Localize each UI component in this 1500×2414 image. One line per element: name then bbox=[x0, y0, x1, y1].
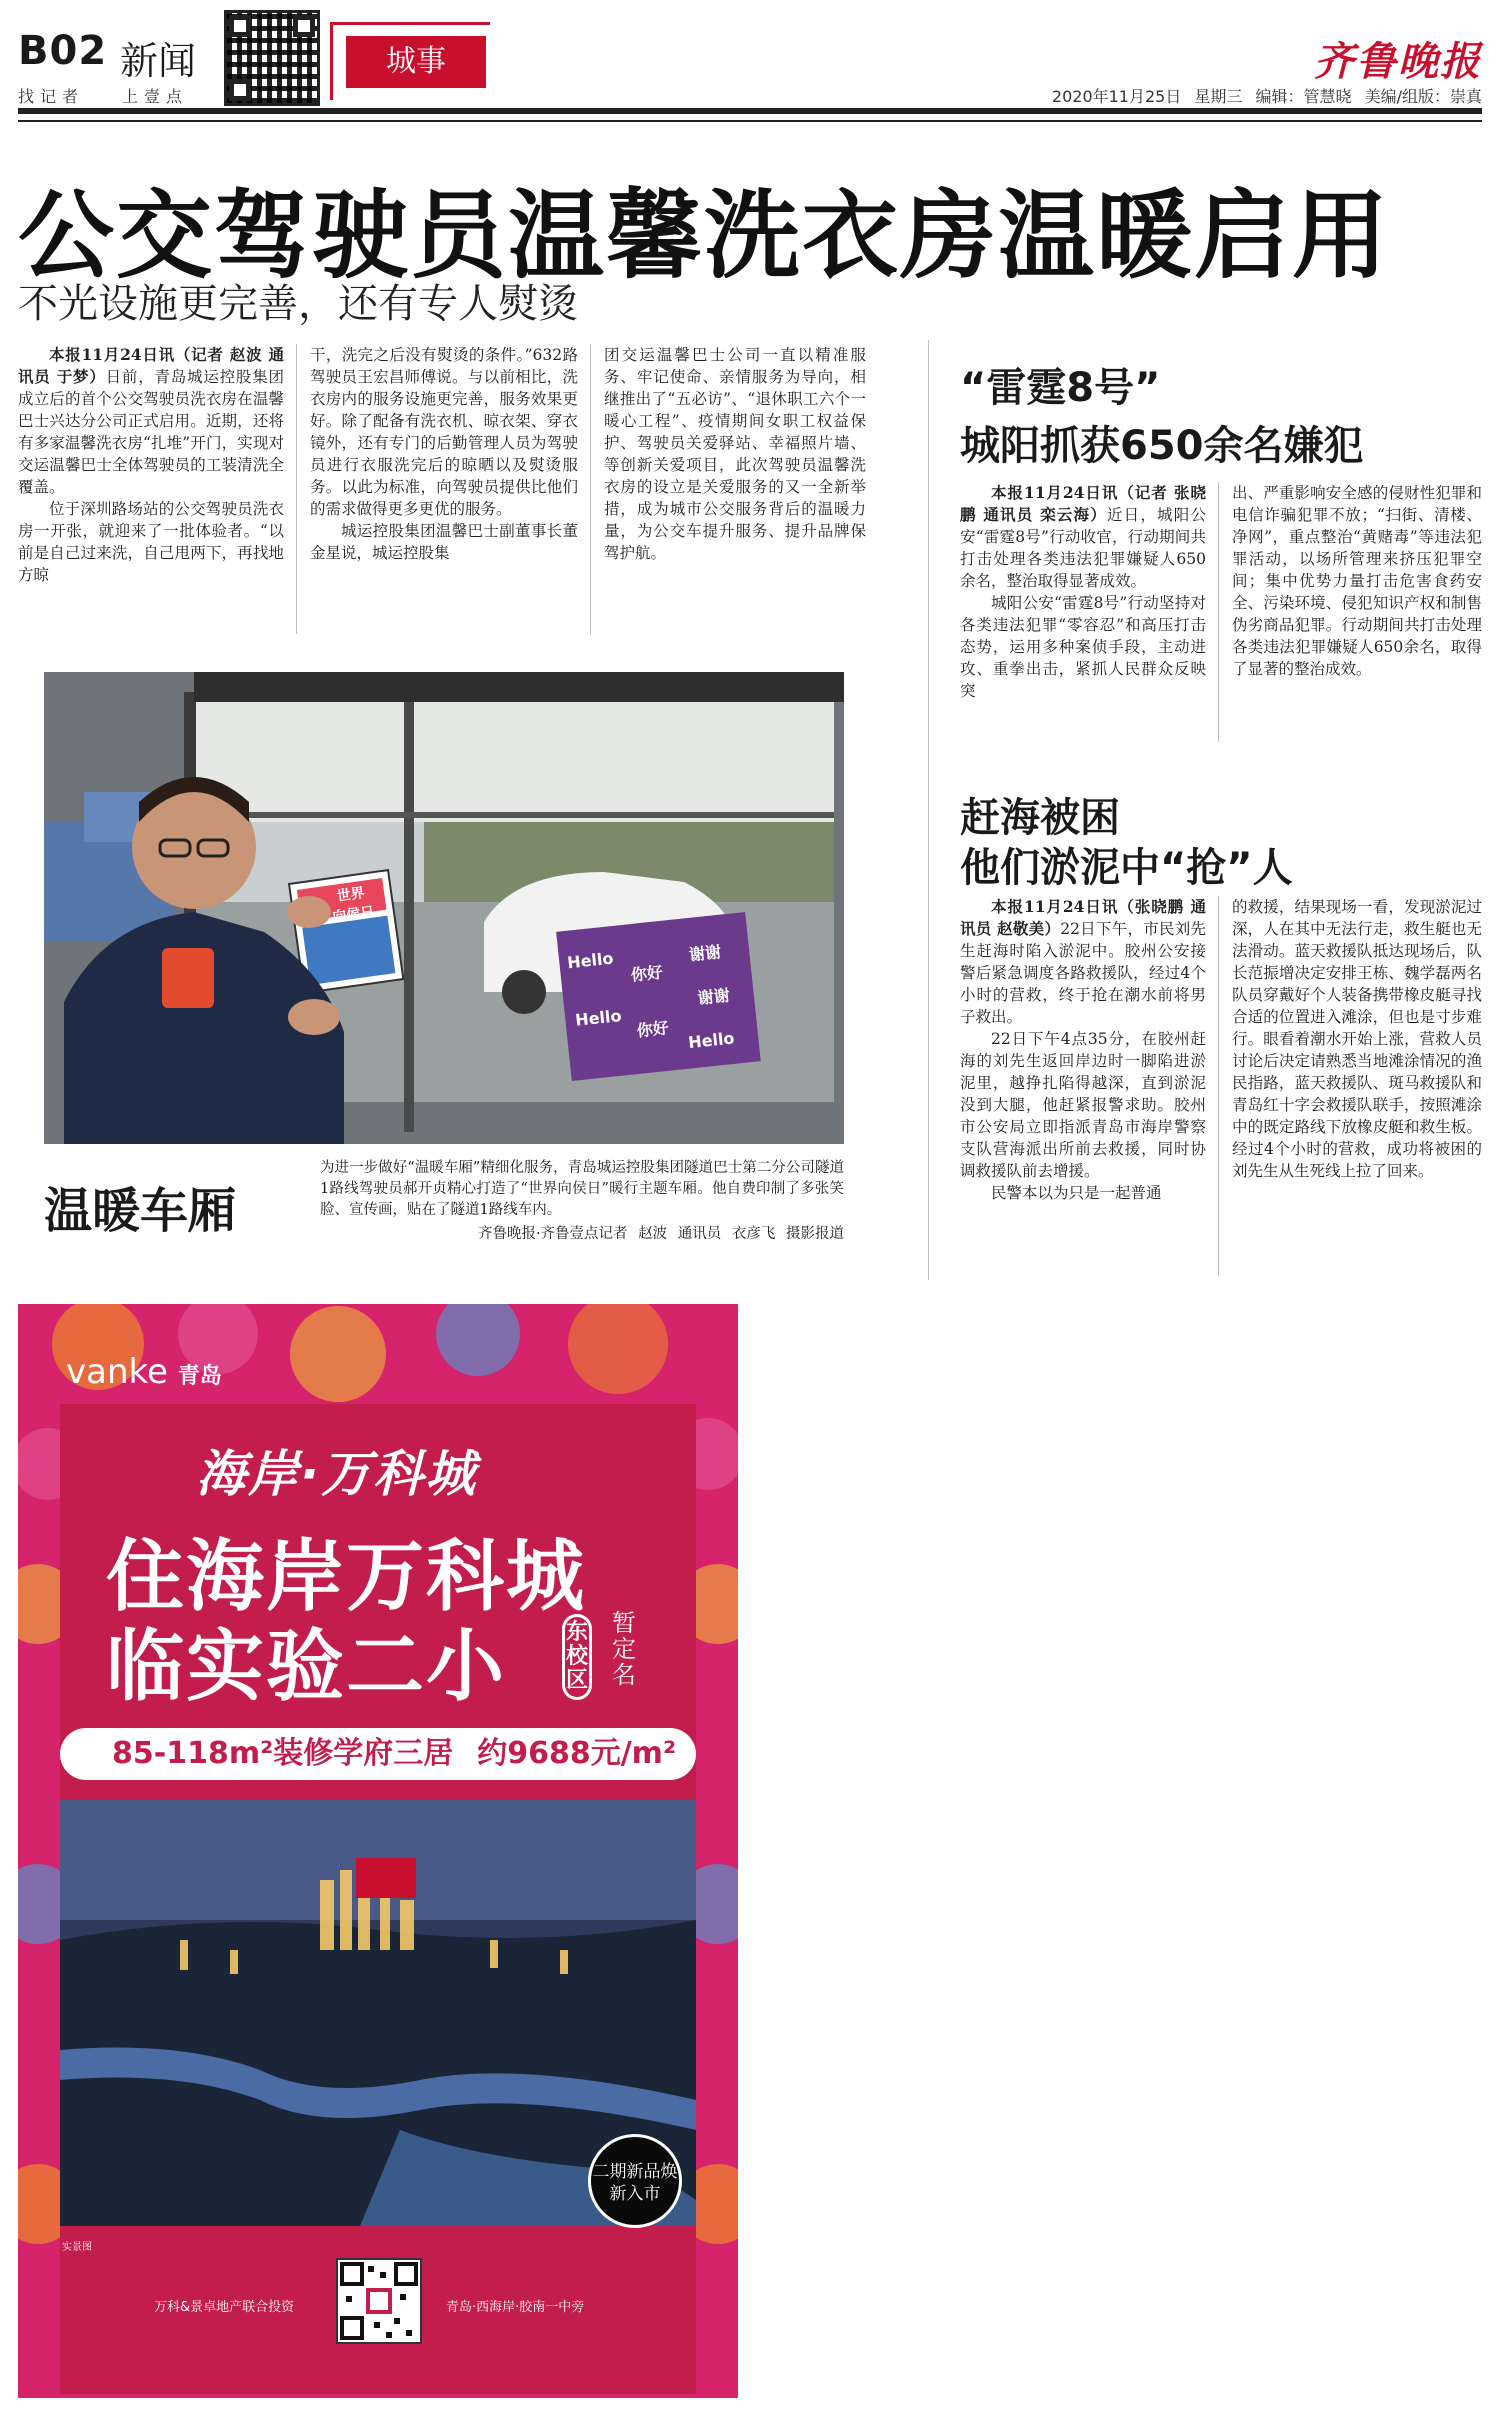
sign-text-line1: 世界 bbox=[335, 885, 366, 905]
brand-city: 青岛 bbox=[177, 1364, 222, 1389]
page-number: B02 bbox=[18, 28, 108, 74]
section-tab: 城事 bbox=[346, 36, 486, 88]
photo-caption-title: 温暖车厢 bbox=[44, 1183, 237, 1239]
ad-project-name: 海岸·万科城 bbox=[196, 1445, 477, 1503]
header-sub-left: 找记者 bbox=[18, 87, 85, 106]
newspaper-logo: 齐鲁晚报 bbox=[1314, 38, 1482, 85]
article2-column-1 bbox=[960, 482, 1206, 702]
column-divider bbox=[1218, 482, 1219, 742]
main-article-column-2 bbox=[310, 344, 578, 564]
vanke-advertisement[interactable] bbox=[18, 1304, 738, 2398]
ad-qr-code[interactable] bbox=[336, 2258, 422, 2344]
ad-price-value: 约9688元/m² bbox=[477, 1736, 677, 1771]
article3-col1-text: 22日下午，市民刘先生赶海时陷入淤泥中。胶州公安接警后紧急调度各路救援队，经过4个小时的营救，终于抢在潮水前将男子救出。 bbox=[960, 920, 1206, 1026]
poster-word: 谢谢 bbox=[688, 942, 722, 965]
article3-col1-p2: 22日下午4点35分，在胶州赶海的刘先生返回岸边时一脚陷进淤泥里，越挣扎陷得越深，直到淤泥没到大腿，他赶紧报警求助。胶州市公安局立即指派青岛市海岸警察支队营海派出所前去救援，同时协调救援队前去增援。 bbox=[960, 1030, 1206, 1180]
greeting-poster bbox=[558, 928, 761, 1077]
main-col1-text: 日前，青岛城运控股集团成立后的首个公交驾驶员洗衣房在温馨巴士兴达分公司正式启用。近期，还将有多家温馨洗衣房“扎堆”开门，实现对交运温馨巴士全体驾驶员的工装清洗全覆盖。 bbox=[18, 368, 284, 496]
article2-title-line1: “雷霆8号” bbox=[960, 365, 1161, 411]
main-headline: 公交驾驶员温馨洗衣房温暖启用 bbox=[18, 180, 1390, 292]
poster-word: 谢谢 bbox=[696, 985, 731, 1008]
article2-title-line2: 城阳抓获650余名嫌犯 bbox=[960, 423, 1364, 469]
date-editor-line: 2020年11月25日 星期三 编辑：管慧晓 美编/组版：崇真 bbox=[1051, 87, 1482, 106]
column-divider bbox=[1218, 896, 1219, 1276]
main-article-column-1 bbox=[18, 344, 284, 586]
ad-price-area: 85-118m²装修学府三居 bbox=[112, 1736, 454, 1771]
brand-name: vanke bbox=[66, 1352, 168, 1392]
poster-word: 你好 bbox=[635, 1018, 670, 1041]
article3-column-2 bbox=[1232, 896, 1482, 1182]
main-col2-p2: 城运控股集团温馨巴士副董事长董金星说，城运控股集 bbox=[310, 522, 578, 562]
qr-code-icon[interactable] bbox=[224, 10, 320, 106]
article2-col1-text: 近日，城阳公安“雷霆8号”行动收官，行动期间共打击处理各类违法犯罪嫌疑人650余名，整治取得显著成效。 bbox=[960, 506, 1206, 590]
section-name: 新闻 bbox=[120, 39, 197, 83]
article3-col2-text: 的救援，结果现场一看，发现淤泥过深，人在其中无法行走，救生艇也无法滑动。蓝天救援队抵达现场后，队长范振增决定安排王栋、魏学磊两名队员穿戴好个人装备携带橡皮艇寻找合适的位置进入滩涂，但也是寸步难行。眼看着潮水开始上涨，营救人员讨论后决定请熟悉当地滩涂情况的渔民指路，蓝天救援队、斑马救援队和青岛红十字会救援队联手，按照滩涂中的既定路线下放橡皮艇和救生板。经过4个小时的营救，成功将被困的刘先生从生死线上拉了回来。 bbox=[1232, 898, 1482, 1180]
article2-col1-p2: 城阳公安“雷霆8号”行动坚持对各类违法犯罪“零容忍”和高压打击态势，运用多种案侦手段，主动进攻、重拳出击，紧抓人民群众反映突 bbox=[960, 594, 1206, 700]
column-divider bbox=[590, 344, 591, 634]
ad-headline-2: 临实验二小 bbox=[106, 1622, 507, 1712]
header-sub-mid: 上壹点 bbox=[122, 87, 189, 106]
poster-word: Hello bbox=[687, 1028, 736, 1053]
main-article-column-3 bbox=[604, 344, 866, 564]
main-subhead: 不光设施更完善，还有专人熨烫 bbox=[18, 281, 578, 327]
article2-col2-text: 出、严重影响安全感的侵财性犯罪和电信诈骗犯罪不放；“扫街、清楼、净网”，重点整治“黄赌毒”等违法犯罪活动，以场所管理来挤压犯罪空间；集中优势力量打击危害食药安全、污染环境、侵犯知识产权和制售伪劣商品犯罪。行动期间共打击处理各类违法犯罪嫌疑人650余名，取得了显著的整治成效。 bbox=[1232, 484, 1482, 678]
ad-investor: 万科&景卓地产联合投资 bbox=[154, 2300, 295, 2315]
column-divider bbox=[296, 344, 297, 634]
article3-title-line1: 赶海被困 bbox=[960, 795, 1120, 841]
ad-campus-note: 东校区 bbox=[562, 1614, 592, 1700]
header-rule bbox=[18, 108, 1482, 114]
poster-word: Hello bbox=[566, 948, 615, 973]
article2-dateline: 本报11月24日讯（记者 张晓鹏 通讯员 栾云海） bbox=[960, 483, 1206, 524]
main-col1-p2: 位于深圳路场站的公交驾驶员洗衣房一开张，就迎来了一批体验者。“以前是自己过来洗，自己甩两下，再找地方晾 bbox=[18, 500, 284, 584]
article2-column-2 bbox=[1232, 482, 1482, 680]
main-col2-text: 干，洗完之后没有熨烫的条件。”632路驾驶员王宏昌师傅说。与以前相比，洗衣房内的服务设施更完善，服务效果更好。除了配备有洗衣机、晾衣架、穿衣镜外，还有专门的后勤管理人员为驾驶员进行衣服洗完后的晾晒以及熨烫服务。以此为标准，向驾驶员提供比他们的需求做得更多更优的服务。 bbox=[310, 346, 578, 518]
ad-headline-1: 住海岸万科城 bbox=[106, 1532, 587, 1622]
ad-image-note: 实景图 bbox=[62, 2242, 92, 2253]
ad-price-bar bbox=[60, 1728, 696, 1780]
article3-col1-p3: 民警本以为只是一起普通 bbox=[991, 1184, 1162, 1202]
poster-word: Hello bbox=[574, 1006, 623, 1030]
sign-text-line2: 向侯日 bbox=[331, 904, 376, 926]
poster-word: 你好 bbox=[629, 962, 664, 985]
ad-tentative-note: 暂定名 bbox=[612, 1609, 636, 1689]
bus-photo bbox=[44, 672, 844, 1144]
photo-credit: 齐鲁晚报·齐鲁壹点记者 赵波 通讯员 衣彦飞 摄影报道 bbox=[477, 1226, 844, 1242]
main-dateline: 本报11月24日讯（记者 赵波 通讯员 于梦） bbox=[18, 345, 284, 386]
vanke-logo bbox=[66, 1352, 222, 1392]
section-divider bbox=[928, 340, 929, 1280]
photo-caption: 为进一步做好“温暖车厢”精细化服务，青岛城运控股集团隧道巴士第二分公司隧道1路线驾驶员郝开贞精心打造了“世界向侯日”暖行主题车厢。他自费印制了多张笑脸、宣传画，贴在了隧道1路线车内。 bbox=[320, 1160, 844, 1218]
article3-column-1 bbox=[960, 896, 1206, 1204]
article3-dateline: 本报11月24日讯（张晓鹏 通讯员 赵敬美） bbox=[960, 897, 1206, 938]
article3-title-line2: 他们淤泥中“抢”人 bbox=[960, 845, 1293, 891]
header-rule-thin bbox=[18, 120, 1482, 122]
ad-location: 青岛·西海岸·胶南一中旁 bbox=[446, 2300, 585, 2315]
ad-new-release-badge: 二期新品焕新入市 bbox=[588, 2134, 682, 2228]
main-col3-text: 团交运温馨巴士公司一直以精准服务、牢记使命、亲情服务为导向，相继推出了“五必访”、“退休职工六个一暖心工程”、疫情期间女职工权益保护、驾驶员关爱驿站、幸福照片墙、等创新关爱项目，此次驾驶员温馨洗衣房的设立是关爱服务的又一全新举措，成为城市公交服务背后的温暖力量，为公交车提升服务、提升品牌保驾护航。 bbox=[604, 346, 866, 562]
